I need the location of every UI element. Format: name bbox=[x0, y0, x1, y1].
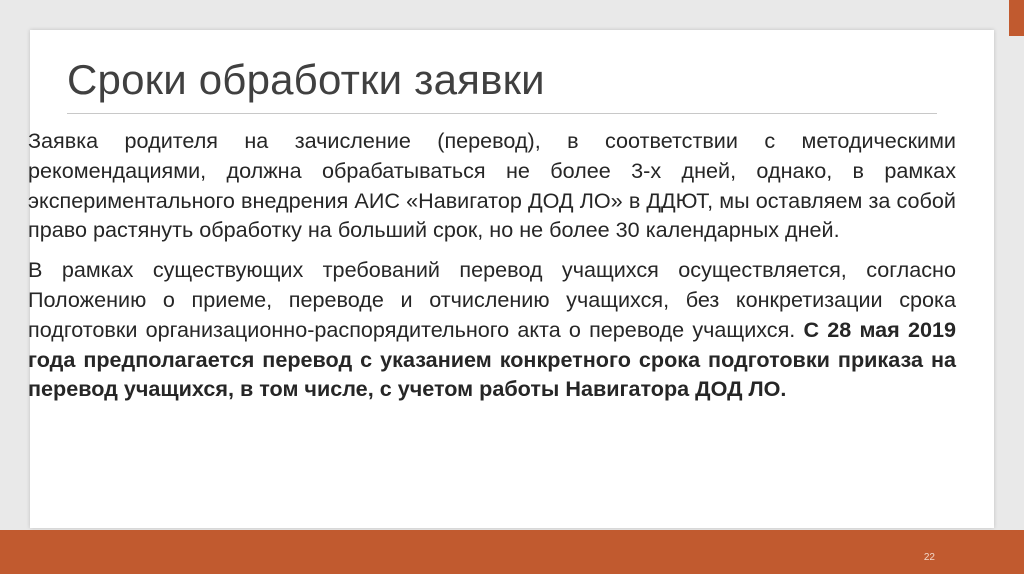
slide-title: Сроки обработки заявки bbox=[67, 56, 545, 103]
top-accent-bar bbox=[1009, 0, 1024, 36]
page-number: 22 bbox=[923, 552, 935, 563]
paragraph-2 bbox=[28, 255, 956, 404]
paragraph-1: Заявка родителя на зачисление (перевод), в соответствии с методическими рекомендациями, должна обрабатываться не более 3-х дней, однако, в рамках экспериментального внедрения АИС «Навигатор ДОД ЛО» в ДДЮТ, мы оставляем за собой право растянуть обработку на больший срок, но не более 30 календарных дней. bbox=[28, 128, 956, 243]
title-divider bbox=[67, 113, 937, 114]
paragraph-2-bold-text: С 28 мая 2019 года предполагается перевод с указанием конкретного срока подготовки приказа на перевод учащихся, в том числе, с учетом работы Навигатора ДОД ЛО. bbox=[28, 316, 956, 402]
paragraph-2-regular-text: В рамках существующих требований перевод учащихся осуществляется, согласно Положению о приеме, переводе и отчислению учащихся, без конкретизации срока подготовки организационно-распорядительного акта о переводе учащихся. bbox=[28, 257, 956, 342]
bottom-accent-bar bbox=[0, 530, 1024, 574]
slide-body bbox=[28, 126, 956, 404]
